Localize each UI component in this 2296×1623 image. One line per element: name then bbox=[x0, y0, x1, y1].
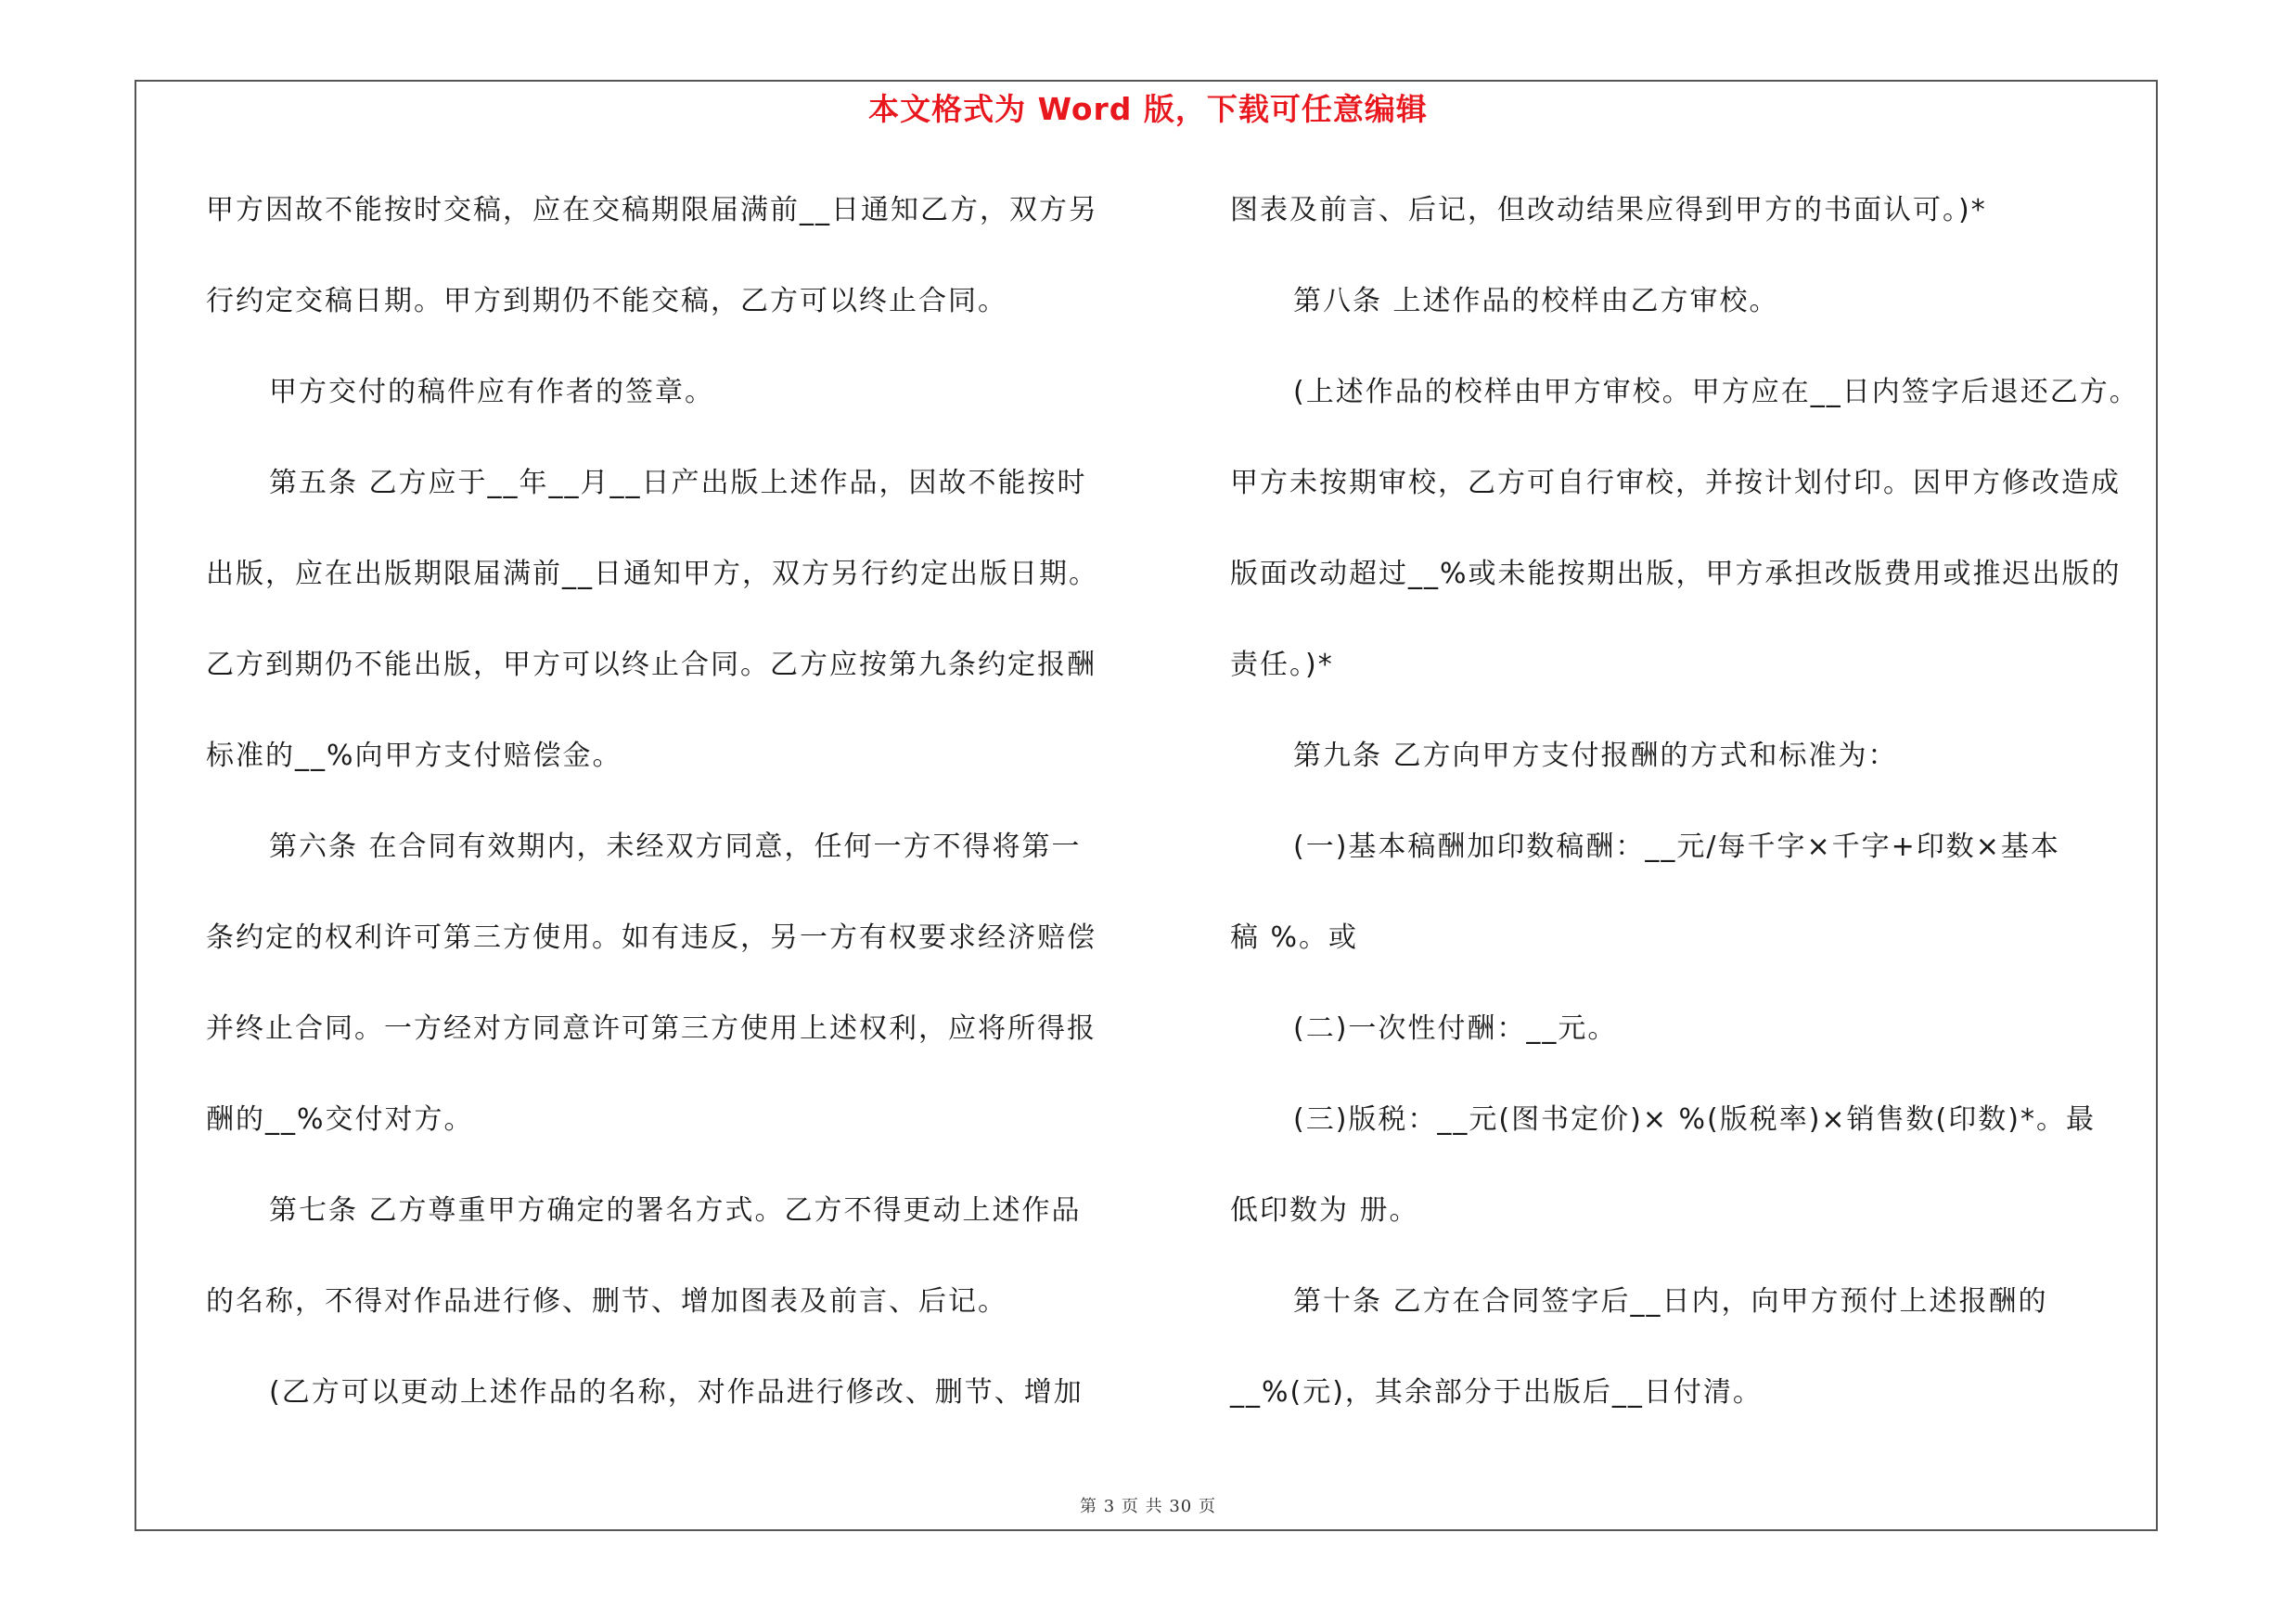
page-number: 第 3 页 共 30 页 bbox=[1080, 1497, 1216, 1516]
text-line: 低印数为 册。 bbox=[1230, 1194, 1419, 1227]
text-line: (上述作品的校样由甲方审校。甲方应在__日内签字后退还乙方。 bbox=[1293, 376, 2139, 408]
right-column bbox=[1230, 182, 2195, 1455]
text-line: 行约定交稿日期。甲方到期仍不能交稿，乙方可以终止合同。 bbox=[206, 285, 1007, 317]
text-line: 第十条 乙方在合同签字后__日内，向甲方预付上述报酬的 bbox=[1293, 1285, 2048, 1318]
text-line: 责任。)* bbox=[1230, 649, 1334, 681]
text-line: 标准的__%向甲方支付赔偿金。 bbox=[206, 740, 622, 772]
text-line: 甲方未按期审校，乙方可自行审校，并按计划付印。因甲方修改造成 bbox=[1230, 467, 2121, 499]
text-line: (乙方可以更动上述作品的名称，对作品进行修改、删节、增加 bbox=[269, 1376, 1084, 1409]
text-line: 稿 %。或 bbox=[1230, 921, 1359, 954]
text-line: 甲方交付的稿件应有作者的签章。 bbox=[269, 376, 714, 408]
text-line: 第九条 乙方向甲方支付报酬的方式和标准为： bbox=[1293, 740, 1898, 772]
text-line: 并终止合同。一方经对方同意许可第三方使用上述权利，应将所得报 bbox=[206, 1012, 1097, 1045]
text-line: __%(元)，其余部分于出版后__日付清。 bbox=[1230, 1376, 1763, 1409]
text-line: (一)基本稿酬加印数稿酬：__元/每千字×千字+印数×基本 bbox=[1293, 831, 2060, 863]
text-line: 版面改动超过__%或未能按期出版，甲方承担改版费用或推迟出版的 bbox=[1230, 558, 2122, 590]
text-line: 图表及前言、后记，但改动结果应得到甲方的书面认可。)* bbox=[1230, 194, 1987, 226]
text-line: (三)版税：__元(图书定价)× %(版税率)×销售数(印数)*。最 bbox=[1293, 1103, 2096, 1136]
text-line: 第八条 上述作品的校样由乙方审校。 bbox=[1293, 285, 1779, 317]
left-column bbox=[206, 182, 1171, 1455]
text-line: 的名称，不得对作品进行修、删节、增加图表及前言、后记。 bbox=[206, 1285, 1007, 1318]
format-banner: 本文格式为 Word 版，下载可任意编辑 bbox=[868, 91, 1428, 127]
text-line: (二)一次性付酬：__元。 bbox=[1293, 1012, 1618, 1045]
text-line: 酬的__%交付对方。 bbox=[206, 1103, 474, 1136]
text-line: 条约定的权利许可第三方使用。如有违反，另一方有权要求经济赔偿 bbox=[206, 921, 1097, 954]
text-line: 乙方到期仍不能出版，甲方可以终止合同。乙方应按第九条约定报酬 bbox=[206, 649, 1097, 681]
text-line: 甲方因故不能按时交稿，应在交稿期限届满前__日通知乙方，双方另 bbox=[206, 194, 1098, 226]
text-line: 出版，应在出版期限届满前__日通知甲方，双方另行约定出版日期。 bbox=[206, 558, 1098, 590]
text-line: 第七条 乙方尊重甲方确定的署名方式。乙方不得更动上述作品 bbox=[269, 1194, 1082, 1227]
text-line: 第六条 在合同有效期内，未经双方同意，任何一方不得将第一 bbox=[269, 831, 1082, 863]
text-line: 第五条 乙方应于__年__月__日产出版上述作品，因故不能按时 bbox=[269, 467, 1087, 499]
